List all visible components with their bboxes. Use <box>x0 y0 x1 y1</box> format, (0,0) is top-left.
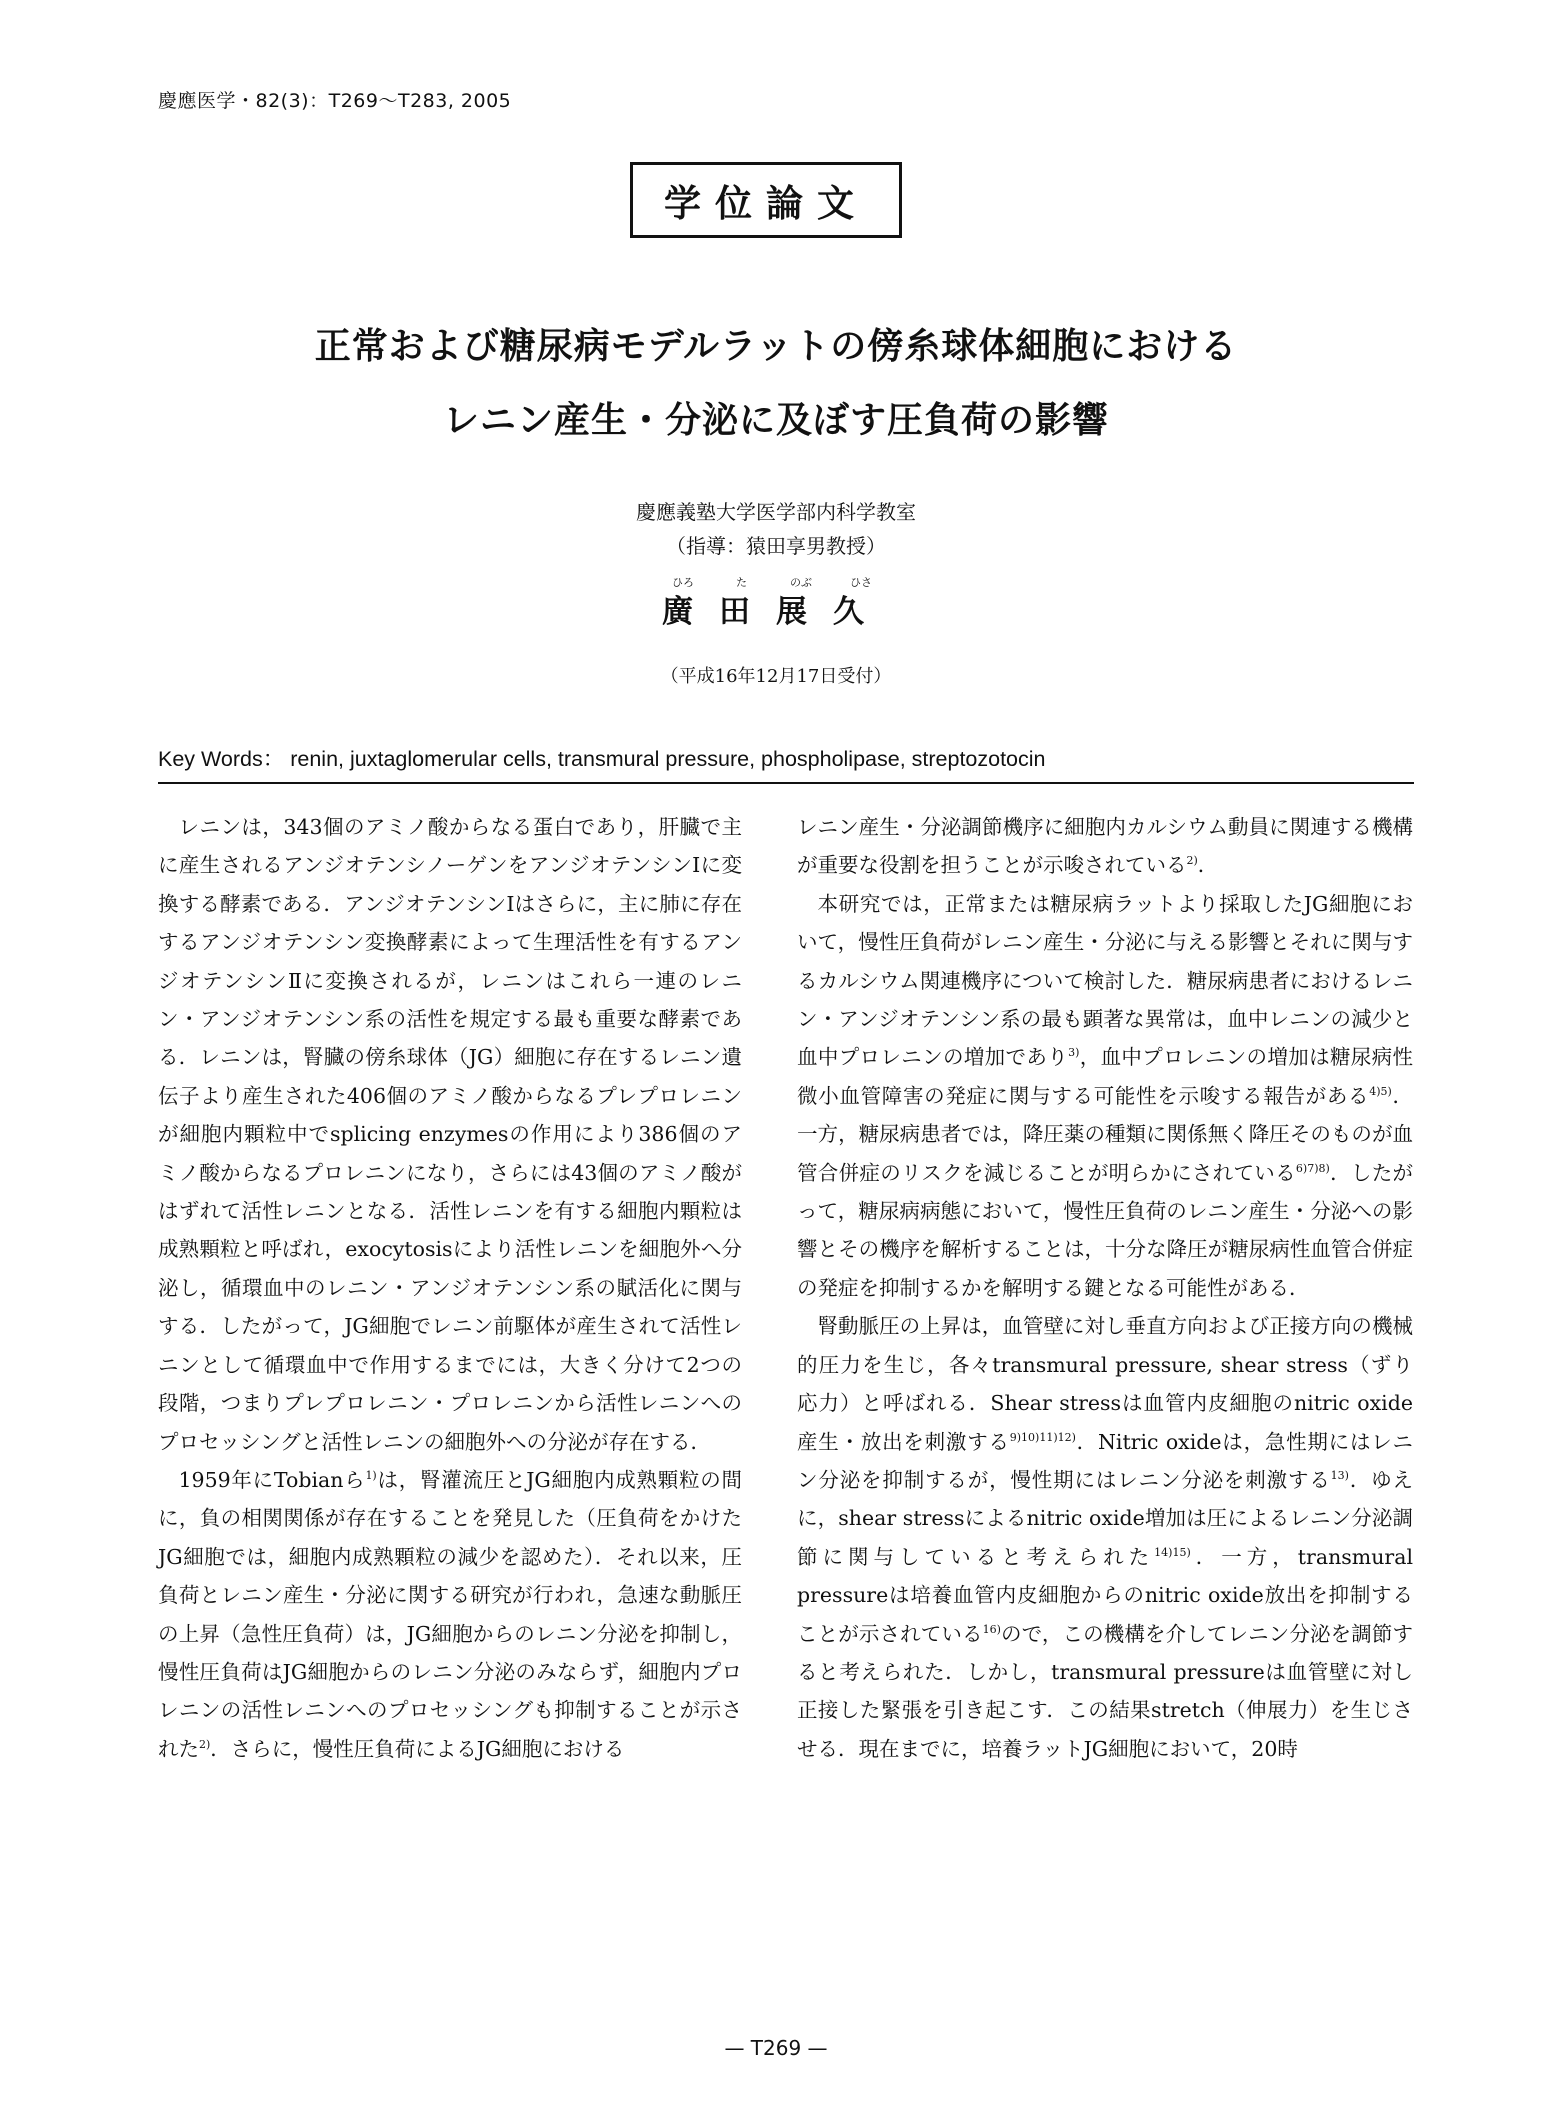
paper-title-line-1: 正常および糖尿病モデルラットの傍糸球体細胞における <box>314 326 1238 367</box>
affiliation: 慶應義塾大学医学部内科学教室 <box>636 500 916 524</box>
citation-ref: 3) <box>1068 1046 1080 1060</box>
keywords <box>158 742 1408 773</box>
header-divider <box>158 782 1414 784</box>
body-paragraph: 1959年にTobianら$^{1)}$は，腎灌流圧とJG細胞内成熟顆粒の間に，負の相関関係が存在することを発見した（圧負荷をかけたJG細胞では，細胞内成熟顆粒の減少を認めた）．それ以来，圧負荷とレニン産生・分泌に関する研究が行われ，急速な動脈圧の上昇（急性圧負荷）は，JG細胞からのレニン分泌を抑制し，慢性圧負荷はJG細胞からのレニン分泌のみならず，細胞内プロレニンの活性レニンへのプロセッシングも抑制することが示された$^{2)}$．さらに，慢性圧負荷によるJG細胞における <box>158 1467 743 1761</box>
journal-citation: 慶應医学・82(3)：T269〜T283, 2005 <box>158 90 512 112</box>
citation-ref: 9)10)11)12) <box>1009 1430 1076 1444</box>
body-paragraph: 本研究では，正常または糖尿病ラットより採取したJG細胞において，慢性圧負荷がレニン産生・分泌に与える影響とそれに関与するカルシウム関連機序について検討した．糖尿病患者におけるレニン・アンジオテンシン系の最も顕著な異常は，血中レニンの減少と血中プロレニンの増加であり$^{3)}$，血中プロレニンの増加は糖尿病性微小血管障害の発症に関与する可能性を示唆する報告がある$^{4)5)}$．一方，糖尿病患者では，降圧薬の種類に関係無く降圧そのものが血管合併症のリスクを減じることが明らかにされている$^{6)7)8)}$．したがって，糖尿病病態において，慢性圧負荷のレニン産生・分泌への影響とその機序を解析することは，十分な降圧が糖尿病性血管合併症の発症を抑制するかを解明する鍵となる可能性がある． <box>797 891 1414 1300</box>
body-column-left <box>158 808 742 1768</box>
author-name: 廣田展久 <box>662 594 890 630</box>
citation-ref: 4)5) <box>1369 1085 1392 1099</box>
keywords-terms: renin, juxtaglomerular cells, transmural pressure, phospholipase, streptozotocin <box>290 747 1046 771</box>
paper-title-line-2: レニン産生・分泌に及ぼす圧負荷の影響 <box>442 400 1109 441</box>
citation-ref: 16) <box>982 1622 1001 1636</box>
advisor: （指導：猿田享男教授） <box>666 534 886 558</box>
author-ruby: ひろ <box>672 576 694 589</box>
page-number: — T269 — <box>724 2036 828 2060</box>
received-date: （平成16年12月17日受付） <box>660 666 892 687</box>
author-ruby: のぶ <box>790 576 812 589</box>
citation-ref: 2) <box>1186 854 1198 868</box>
citation-ref: 6)7)8) <box>1295 1161 1330 1175</box>
citation-ref: 1) <box>365 1469 377 1483</box>
body-column-right <box>797 808 1413 1768</box>
citation-ref: 14)15) <box>1154 1545 1191 1559</box>
author-ruby: ひさ <box>850 576 872 589</box>
citation-ref: 2) <box>199 1737 211 1751</box>
body-paragraph: レニンは，343個のアミノ酸からなる蛋白であり，肝臓で主に産生されるアンジオテンシノーゲンをアンジオテンシンⅠに変換する酵素である．アンジオテンシンⅠはさらに，主に肺に存在するアンジオテンシン変換酵素によって生理活性を有するアンジオテンシンⅡに変換されるが，レニンはこれら一連のレニン・アンジオテンシン系の活性を規定する最も重要な酵素である．レニンは，腎臓の傍糸球体（JG）細胞に存在するレニン遺伝子より産生された406個のアミノ酸からなるプレプロレニンが細胞内顆粒中でsplicing enzymesの作用により386個のアミノ酸からなるプロレニンになり，さらには43個のアミノ酸がはずれて活性レニンとなる．活性レニンを有する細胞内顆粒は成熟顆粒と呼ばれ，exocytosisにより活性レニンを細胞外へ分泌し，循環血中のレニン・アンジオテンシン系の賦活化に関与する．したがって，JG細胞でレニン前駆体が産生されて活性レニンとして循環血中で作用するまでには，大きく分けて2つの段階，つまりプレプロレニン・プロレニンから活性レニンへのプロセッシングと活性レニンの細胞外への分泌が存在する． <box>158 815 742 1454</box>
body-paragraph: 腎動脈圧の上昇は，血管壁に対し垂直方向および正接方向の機械的圧力を生じ，各々transmural pressure, shear stress（ずり応力）と呼ばれる．Shear stressは血管内皮細胞のnitric oxide産生・放出を刺激する$^{9)10)11)12)}$．Nitric oxideは，急性期にはレニン分泌を抑制するが，慢性期にはレニン分泌を刺激する$^{13)}$．ゆえに，shear stressによるnitric oxide増加は圧によるレニン分泌調節に関与していると考えられた$^{14)15)}$．一方，transmural pressureは培養血管内皮細胞からのnitric oxide放出を抑制することが示されている$^{16)}$ので，この機構を介してレニン分泌を調節すると考えられた．しかし，transmural pressureは血管壁に対し正接した緊張を引き起こす．この結果stretch（伸展力）を生じさせる．現在までに，培養ラットJG細胞において，20時 <box>797 1314 1414 1761</box>
article-type-badge: 学位論文 <box>630 162 902 238</box>
author-ruby: た <box>736 576 747 589</box>
keywords-label: Key Words： <box>158 747 285 771</box>
body-paragraph: レニン産生・分泌調節機序に細胞内カルシウム動員に関連する機構が重要な役割を担うことが示唆されている$^{2)}$． <box>797 815 1413 878</box>
citation-ref: 13) <box>1330 1469 1349 1483</box>
